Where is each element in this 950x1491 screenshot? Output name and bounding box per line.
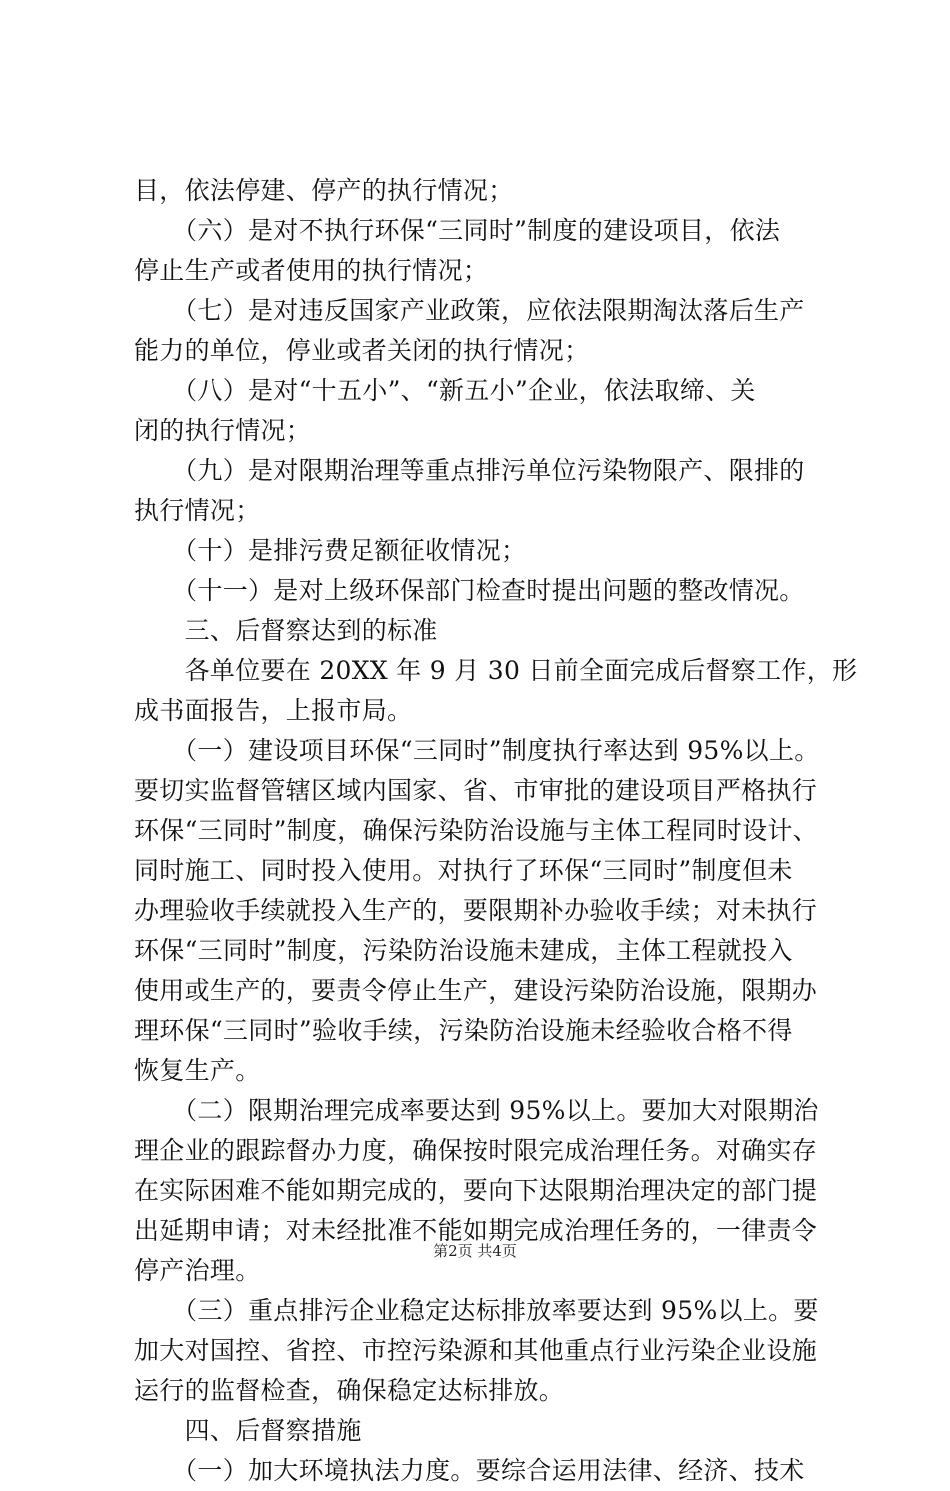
text-line: （一）建设项目环保“三同时”制度执行率达到 95%以上。 [134,736,820,765]
text-line: 闭的执行情况； [134,416,312,445]
text-line: 能力的单位，停业或者关闭的执行情况； [134,336,590,365]
text-line: 恢复生产。 [134,1056,261,1085]
page-footer: 第2页 共4页 [433,1242,517,1260]
text-line: 办理验收手续就投入生产的，要限期补办验收手续；对未执行 [134,896,818,925]
text-line: （三）重点排污企业稳定达标排放率要达到 95%以上。要 [134,1296,819,1325]
text-line: 要切实监督管辖区域内国家、省、市审批的建设项目严格执行 [134,776,818,805]
text-line: 成书面报告，上报市局。 [134,696,413,725]
text-line: 出延期申请；对未经批准不能如期完成治理任务的，一律责令 [134,1216,818,1245]
text-line: 执行情况； [134,496,261,525]
text-line: 环保“三同时”制度，污染防治设施未建成，主体工程就投入 [134,936,793,965]
text-line: （一）加大环境执法力度。要综合运用法律、经济、技术 [134,1456,805,1485]
text-line: 加大对国控、省控、市控污染源和其他重点行业污染企业设施 [134,1336,818,1365]
text-line: 同时施工、同时投入使用。对执行了环保“三同时”制度但未 [134,856,793,885]
text-line: 停产治理。 [134,1256,261,1285]
text-line: 各单位要在 20XX 年 9 月 30 日前全面完成后督察工作，形 [134,656,858,685]
text-line: （九）是对限期治理等重点排污单位污染物限产、限排的 [134,456,805,485]
text-line: 目，依法停建、停产的执行情况； [134,176,514,205]
text-line: 停止生产或者使用的执行情况； [134,256,489,285]
document-body [134,171,858,1491]
text-line: 运行的监督检查，确保稳定达标排放。 [134,1376,565,1405]
text-line: 在实际困难不能如期完成的，要向下达限期治理决定的部门提 [134,1176,818,1205]
text-line: 理企业的跟踪督办力度，确保按时限完成治理任务。对确实存 [134,1136,818,1165]
section-heading: 四、后督察措施 [134,1416,362,1445]
text-line: 使用或生产的，要责令停止生产，建设污染防治设施，限期办 [134,976,818,1005]
section-heading: 三、后督察达到的标准 [134,616,438,645]
text-line: （八）是对“十五小”、“新五小”企业，依法取缔、关 [134,376,756,405]
text-line: （二）限期治理完成率要达到 95%以上。要加大对限期治 [134,1096,819,1125]
text-line: （七）是对违反国家产业政策，应依法限期淘汰落后生产 [134,296,805,325]
text-line: （十）是排污费足额征收情况； [134,536,527,565]
text-line: （十一）是对上级环保部门检查时提出问题的整改情况。 [134,576,805,605]
text-line: 理环保“三同时”验收手续，污染防治设施未经验收合格不得 [134,1016,793,1045]
text-line: （六）是对不执行环保“三同时”制度的建设项目，依法 [134,216,781,245]
text-line: 环保“三同时”制度，确保污染防治设施与主体工程同时设计、 [134,816,818,845]
